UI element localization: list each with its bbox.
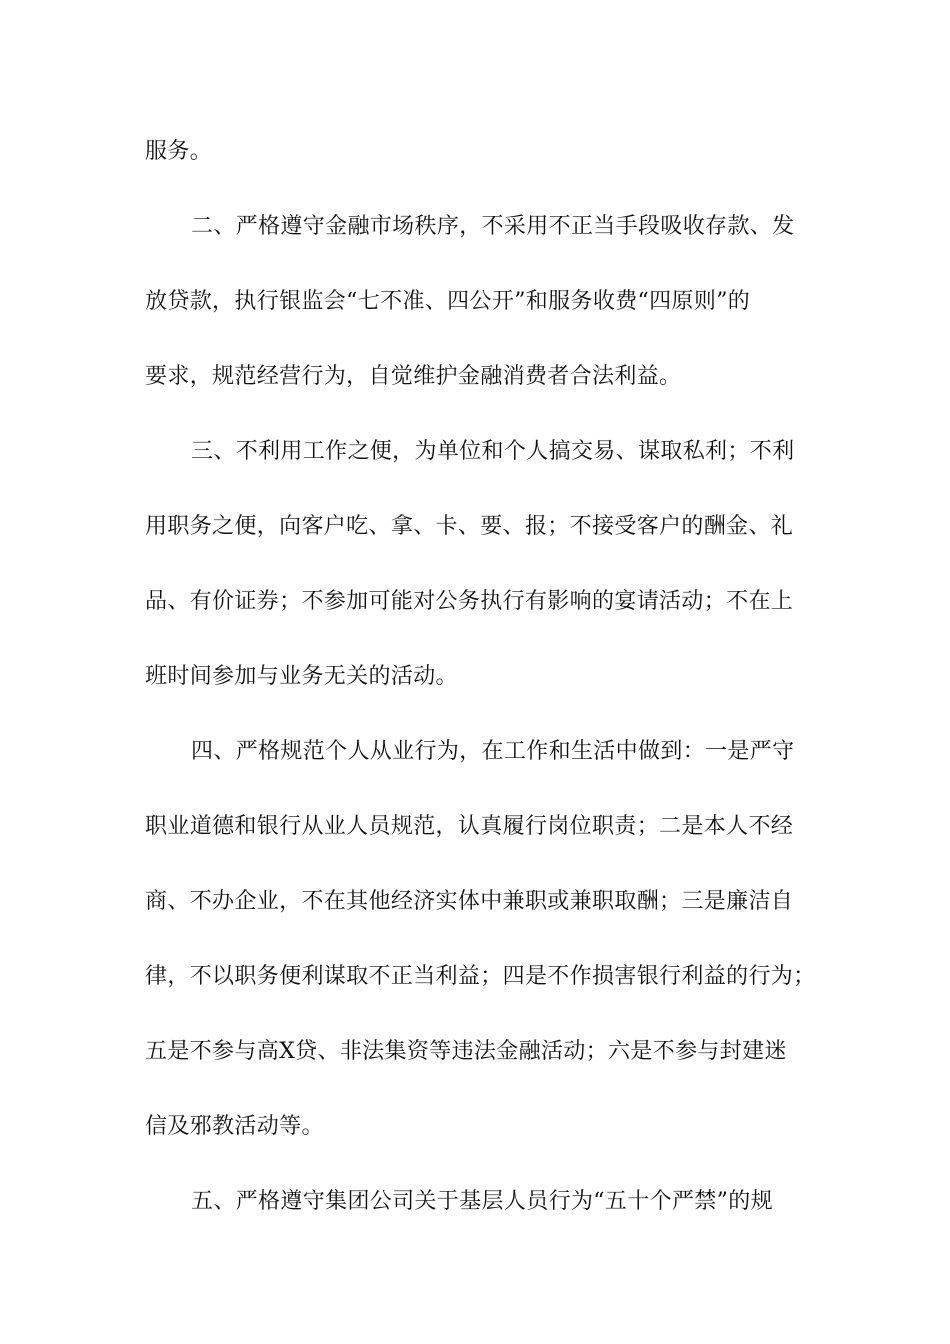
paragraph-two-first-line: 二、严格遵守金融市场秩序，不采用不正当手段吸收存款、发 <box>191 214 795 239</box>
text-line: 五是不参与高X贷、非法集资等违法金融活动；六是不参与封建迷 <box>145 1039 787 1064</box>
text-line: 要求，规范经营行为，自觉维护金融消费者合法利益。 <box>145 364 682 389</box>
text-line: 律，不以职务便利谋取不正当利益；四是不作损害银行利益的行为； <box>145 964 816 989</box>
text-line: 用职务之便，向客户吃、拿、卡、要、报；不接受客户的酬金、礼 <box>145 514 794 539</box>
text-line: 放贷款，执行银监会“七不准、四公开”和服务收费“四原则”的 <box>145 289 751 314</box>
text-line: 服务。 <box>145 139 213 164</box>
text-line: 品、有价证券；不参加可能对公务执行有影响的宴请活动；不在上 <box>145 589 794 614</box>
text-line: 信及邪教活动等。 <box>145 1114 324 1139</box>
text-line: 班时间参加与业务无关的活动。 <box>145 664 458 689</box>
paragraph-three-first-line: 三、不利用工作之便，为单位和个人搞交易、谋取私利；不利 <box>191 439 795 464</box>
paragraph-five-first-line: 五、严格遵守集团公司关于基层人员行为“五十个严禁”的规 <box>191 1189 773 1214</box>
text-line: 职业道德和银行从业人员规范，认真履行岗位职责；二是本人不经 <box>145 814 794 839</box>
text-line: 商、不办企业，不在其他经济实体中兼职或兼职取酬；三是廉洁自 <box>145 889 794 914</box>
document-body <box>145 127 815 1252</box>
paragraph-four-first-line: 四、严格规范个人从业行为，在工作和生活中做到：一是严守 <box>191 739 795 764</box>
